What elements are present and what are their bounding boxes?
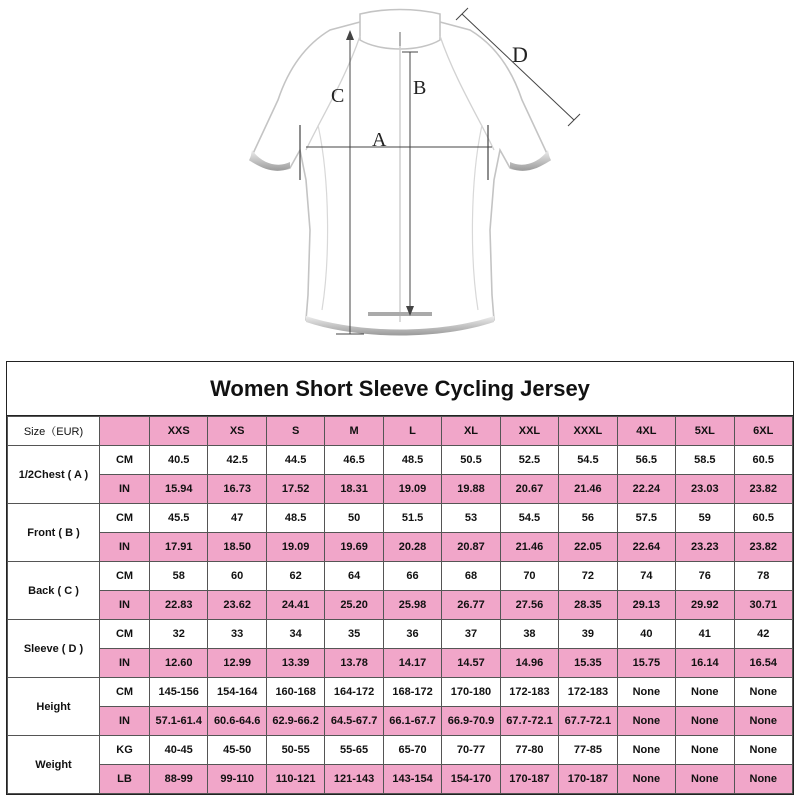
unit-cell: IN [100, 533, 150, 562]
value-cell: 14.17 [383, 649, 441, 678]
table-row [8, 504, 793, 533]
size-header-cell: 4XL [617, 417, 675, 446]
value-cell: 57.1-61.4 [150, 707, 208, 736]
value-cell: 67.7-72.1 [500, 707, 558, 736]
value-cell: 70-77 [442, 736, 500, 765]
value-cell: 22.24 [617, 475, 675, 504]
value-cell: 64.5-67.7 [325, 707, 383, 736]
value-cell: 60.6-64.6 [208, 707, 266, 736]
value-cell: 29.13 [617, 591, 675, 620]
value-cell: 68 [442, 562, 500, 591]
size-table [7, 416, 793, 794]
value-cell: 17.91 [150, 533, 208, 562]
value-cell: 36 [383, 620, 441, 649]
value-cell: 18.31 [325, 475, 383, 504]
value-cell: 50.5 [442, 446, 500, 475]
value-cell: 53 [442, 504, 500, 533]
label-a: A [372, 129, 387, 151]
unit-cell: KG [100, 736, 150, 765]
value-cell: None [734, 707, 792, 736]
value-cell: 27.56 [500, 591, 558, 620]
value-cell: 143-154 [383, 765, 441, 794]
label-c: C [331, 85, 345, 107]
value-cell: 77-80 [500, 736, 558, 765]
value-cell: 37 [442, 620, 500, 649]
unit-cell: CM [100, 562, 150, 591]
value-cell: 24.41 [266, 591, 324, 620]
value-cell: 50 [325, 504, 383, 533]
size-header-cell: 5XL [676, 417, 734, 446]
table-row [8, 533, 793, 562]
value-cell: 33 [208, 620, 266, 649]
value-cell: None [617, 736, 675, 765]
unit-cell: CM [100, 504, 150, 533]
value-cell: 18.50 [208, 533, 266, 562]
value-cell: 20.67 [500, 475, 558, 504]
value-cell: 48.5 [266, 504, 324, 533]
table-row [8, 475, 793, 504]
value-cell: None [734, 736, 792, 765]
value-cell: 74 [617, 562, 675, 591]
table-row [8, 707, 793, 736]
value-cell: None [617, 707, 675, 736]
value-cell: 46.5 [325, 446, 383, 475]
value-cell: 64 [325, 562, 383, 591]
size-header-cell: XXS [150, 417, 208, 446]
value-cell: 44.5 [266, 446, 324, 475]
value-cell: 13.78 [325, 649, 383, 678]
size-header-cell: XS [208, 417, 266, 446]
value-cell: 39 [559, 620, 617, 649]
table-row [8, 562, 793, 591]
value-cell: 23.82 [734, 475, 792, 504]
value-cell: 72 [559, 562, 617, 591]
value-cell: 58.5 [676, 446, 734, 475]
value-cell: 170-187 [559, 765, 617, 794]
value-cell: 13.39 [266, 649, 324, 678]
value-cell: None [617, 678, 675, 707]
value-cell: 15.75 [617, 649, 675, 678]
value-cell: 16.73 [208, 475, 266, 504]
value-cell: 19.09 [383, 475, 441, 504]
unit-cell: CM [100, 678, 150, 707]
value-cell: 23.23 [676, 533, 734, 562]
value-cell: 154-164 [208, 678, 266, 707]
value-cell: 30.71 [734, 591, 792, 620]
value-cell: 145-156 [150, 678, 208, 707]
value-cell: 58 [150, 562, 208, 591]
value-cell: 76 [676, 562, 734, 591]
value-cell: 56.5 [617, 446, 675, 475]
value-cell: 66.9-70.9 [442, 707, 500, 736]
value-cell: 32 [150, 620, 208, 649]
value-cell: 170-187 [500, 765, 558, 794]
value-cell: 23.03 [676, 475, 734, 504]
value-cell: 15.94 [150, 475, 208, 504]
value-cell: 52.5 [500, 446, 558, 475]
value-cell: 25.20 [325, 591, 383, 620]
table-row [8, 765, 793, 794]
value-cell: 22.64 [617, 533, 675, 562]
value-cell: None [734, 678, 792, 707]
size-header-label: Size（EUR) [8, 417, 100, 446]
value-cell: 34 [266, 620, 324, 649]
unit-cell: IN [100, 475, 150, 504]
value-cell: 65-70 [383, 736, 441, 765]
value-cell: 16.14 [676, 649, 734, 678]
unit-cell: CM [100, 446, 150, 475]
value-cell: 77-85 [559, 736, 617, 765]
unit-cell: IN [100, 707, 150, 736]
value-cell: 54.5 [559, 446, 617, 475]
measure-label: Back ( C ) [8, 562, 100, 620]
value-cell: 20.28 [383, 533, 441, 562]
value-cell: 14.57 [442, 649, 500, 678]
value-cell: 168-172 [383, 678, 441, 707]
value-cell: 22.83 [150, 591, 208, 620]
value-cell: 40.5 [150, 446, 208, 475]
value-cell: 121-143 [325, 765, 383, 794]
value-cell: 45.5 [150, 504, 208, 533]
value-cell: None [734, 765, 792, 794]
value-cell: 78 [734, 562, 792, 591]
unit-header [100, 417, 150, 446]
value-cell: 57.5 [617, 504, 675, 533]
value-cell: 41 [676, 620, 734, 649]
label-d: D [512, 42, 528, 67]
value-cell: 160-168 [266, 678, 324, 707]
value-cell: 62.9-66.2 [266, 707, 324, 736]
value-cell: 22.05 [559, 533, 617, 562]
value-cell: 15.35 [559, 649, 617, 678]
size-header-cell: M [325, 417, 383, 446]
value-cell: 99-110 [208, 765, 266, 794]
value-cell: 59 [676, 504, 734, 533]
value-cell: 14.96 [500, 649, 558, 678]
table-row [8, 678, 793, 707]
unit-cell: CM [100, 620, 150, 649]
measure-label: 1/2Chest ( A ) [8, 446, 100, 504]
value-cell: 51.5 [383, 504, 441, 533]
value-cell: 12.60 [150, 649, 208, 678]
chart-title: Women Short Sleeve Cycling Jersey [7, 362, 793, 416]
table-row [8, 591, 793, 620]
value-cell: 66.1-67.7 [383, 707, 441, 736]
unit-cell: IN [100, 591, 150, 620]
size-header-cell: S [266, 417, 324, 446]
value-cell: 62 [266, 562, 324, 591]
value-cell: 88-99 [150, 765, 208, 794]
value-cell: 16.54 [734, 649, 792, 678]
table-row [8, 620, 793, 649]
size-header-cell: 6XL [734, 417, 792, 446]
value-cell: 29.92 [676, 591, 734, 620]
value-cell: 172-183 [559, 678, 617, 707]
value-cell: 21.46 [500, 533, 558, 562]
value-cell: None [676, 678, 734, 707]
value-cell: 60 [208, 562, 266, 591]
value-cell: None [676, 765, 734, 794]
value-cell: 35 [325, 620, 383, 649]
value-cell: 55-65 [325, 736, 383, 765]
value-cell: 25.98 [383, 591, 441, 620]
value-cell: 38 [500, 620, 558, 649]
value-cell: None [617, 765, 675, 794]
value-cell: 164-172 [325, 678, 383, 707]
value-cell: 66 [383, 562, 441, 591]
value-cell: 42.5 [208, 446, 266, 475]
value-cell: 172-183 [500, 678, 558, 707]
value-cell: 28.35 [559, 591, 617, 620]
label-b: B [413, 77, 427, 99]
value-cell: 54.5 [500, 504, 558, 533]
value-cell: None [676, 736, 734, 765]
value-cell: 23.82 [734, 533, 792, 562]
table-row [8, 736, 793, 765]
measure-label: Sleeve ( D ) [8, 620, 100, 678]
table-row [8, 649, 793, 678]
value-cell: 42 [734, 620, 792, 649]
value-cell: 20.87 [442, 533, 500, 562]
unit-cell: IN [100, 649, 150, 678]
value-cell: 60.5 [734, 504, 792, 533]
value-cell: 19.69 [325, 533, 383, 562]
size-header-cell: L [383, 417, 441, 446]
table-row [8, 446, 793, 475]
value-cell: 56 [559, 504, 617, 533]
size-chart [6, 361, 794, 795]
value-cell: 45-50 [208, 736, 266, 765]
header-row [8, 417, 793, 446]
measure-label: Front ( B ) [8, 504, 100, 562]
value-cell: 26.77 [442, 591, 500, 620]
value-cell: 47 [208, 504, 266, 533]
measure-label: Height [8, 678, 100, 736]
jersey-diagram [0, 0, 801, 355]
value-cell: 67.7-72.1 [559, 707, 617, 736]
value-cell: 21.46 [559, 475, 617, 504]
value-cell: 40 [617, 620, 675, 649]
value-cell: 154-170 [442, 765, 500, 794]
measure-label: Weight [8, 736, 100, 794]
size-header-cell: XL [442, 417, 500, 446]
value-cell: 40-45 [150, 736, 208, 765]
value-cell: 12.99 [208, 649, 266, 678]
value-cell: 17.52 [266, 475, 324, 504]
value-cell: 19.88 [442, 475, 500, 504]
value-cell: 170-180 [442, 678, 500, 707]
value-cell: 50-55 [266, 736, 324, 765]
value-cell: 70 [500, 562, 558, 591]
size-header-cell: XXXL [559, 417, 617, 446]
value-cell: 48.5 [383, 446, 441, 475]
value-cell: None [676, 707, 734, 736]
value-cell: 23.62 [208, 591, 266, 620]
value-cell: 19.09 [266, 533, 324, 562]
value-cell: 110-121 [266, 765, 324, 794]
value-cell: 60.5 [734, 446, 792, 475]
size-header-cell: XXL [500, 417, 558, 446]
unit-cell: LB [100, 765, 150, 794]
